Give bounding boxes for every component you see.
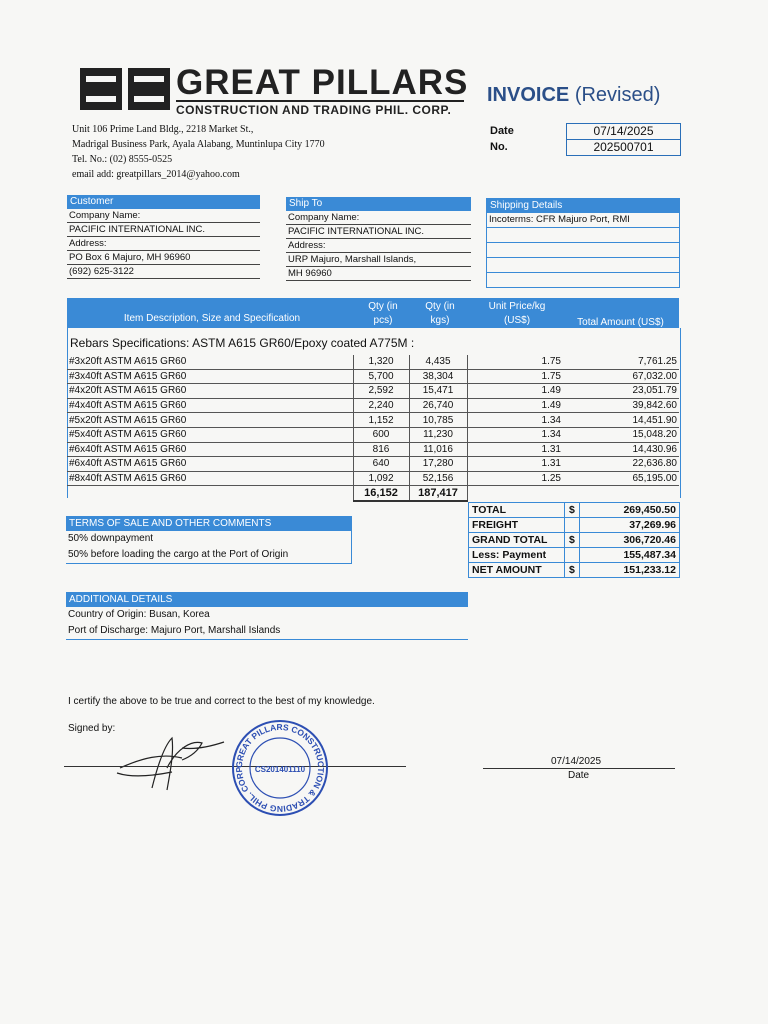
customer-block [67, 195, 260, 279]
item-qty-pcs: 1,092 [353, 471, 409, 486]
invoice-title: INVOICE (Revised) [487, 84, 661, 106]
totals-row [469, 533, 680, 548]
item-total: 23,051.79 [563, 384, 679, 399]
shipping-line [487, 258, 679, 273]
customer-line: PACIFIC INTERNATIONAL INC. [67, 223, 260, 237]
customer-line: Address: [67, 237, 260, 251]
item-description: #3x40ft ASTM A615 GR60 [67, 369, 353, 384]
ship-to-block [286, 197, 471, 281]
customer-header: Customer [67, 195, 260, 209]
item-qty-pcs: 2,592 [353, 384, 409, 399]
table-row [67, 384, 679, 399]
item-total: 14,430.96 [563, 442, 679, 457]
header-qty-kgs: Qty (in kgs) [425, 301, 455, 326]
item-unit-price: 1.34 [467, 413, 563, 428]
item-total: 15,048.20 [563, 427, 679, 442]
totals-label: Less: Payment [469, 548, 565, 563]
certify-statement: I certify the above to be true and correct to the best of my knowledge. [68, 696, 375, 707]
item-qty-kgs: 15,471 [409, 384, 467, 399]
table-row [67, 355, 679, 369]
totals-row [469, 548, 680, 563]
totals-row [469, 518, 680, 533]
item-total: 67,032.00 [563, 369, 679, 384]
item-qty-pcs: 2,240 [353, 398, 409, 413]
ship-to-line: MH 96960 [286, 267, 471, 281]
item-qty-kgs: 38,304 [409, 369, 467, 384]
additional-body [66, 607, 468, 640]
sum-qty-kgs: 187,417 [409, 486, 467, 501]
customer-line: PO Box 6 Majuro, MH 96960 [67, 251, 260, 265]
item-total: 39,842.60 [563, 398, 679, 413]
totals-row [469, 563, 680, 578]
totals-label: GRAND TOTAL [469, 533, 565, 548]
items-header [67, 298, 679, 328]
totals-amount: 269,450.50 [580, 503, 680, 518]
ship-to-line: URP Majuro, Marshall Islands, [286, 253, 471, 267]
totals-amount: 151,233.12 [580, 563, 680, 578]
item-unit-price: 1.75 [467, 355, 563, 369]
table-row [67, 398, 679, 413]
terms-header: TERMS OF SALE AND OTHER COMMENTS [66, 516, 352, 531]
sum-empty [563, 486, 679, 501]
item-description: #6x40ft ASTM A615 GR60 [67, 457, 353, 472]
totals-amount: 155,487.34 [580, 548, 680, 563]
item-unit-price: 1.75 [467, 369, 563, 384]
sign-date: 07/14/2025 [551, 756, 602, 767]
header-qty-pcs: Qty (in pcs) [368, 301, 398, 326]
table-row [67, 442, 679, 457]
totals-currency: $ [564, 503, 580, 518]
totals-label: FREIGHT [469, 518, 565, 533]
date-label: Date [490, 125, 514, 137]
item-qty-pcs: 5,700 [353, 369, 409, 384]
totals-currency: $ [564, 563, 580, 578]
customer-line: Company Name: [67, 209, 260, 223]
totals-amount: 37,269.96 [580, 518, 680, 533]
date-line [483, 768, 675, 769]
totals-currency: $ [564, 533, 580, 548]
invoice-date: 07/14/2025 [566, 123, 681, 140]
item-total: 7,761.25 [563, 355, 679, 369]
item-description: #4x20ft ASTM A615 GR60 [67, 384, 353, 399]
company-subtitle: CONSTRUCTION AND TRADING PHIL. CORP. [176, 100, 464, 117]
item-unit-price: 1.31 [467, 457, 563, 472]
item-description: #5x40ft ASTM A615 GR60 [67, 427, 353, 442]
item-description: #5x20ft ASTM A615 GR60 [67, 413, 353, 428]
terms-body [66, 531, 352, 564]
totals-currency [564, 518, 580, 533]
sign-date-caption: Date [568, 770, 590, 781]
item-description: #4x40ft ASTM A615 GR60 [67, 398, 353, 413]
terms-line: 50% before loading the cargo at the Port of Origin [68, 549, 289, 560]
totals-amount: 306,720.46 [580, 533, 680, 548]
additional-line: Port of Discharge: Majuro Port, Marshall Islands [68, 625, 281, 636]
svg-text:CS201401110: CS201401110 [254, 765, 306, 774]
additional-header: ADDITIONAL DETAILS [66, 592, 468, 607]
totals-table [468, 502, 680, 578]
item-qty-pcs: 1,152 [353, 413, 409, 428]
ship-to-line: Company Name: [286, 211, 471, 225]
item-unit-price: 1.49 [467, 398, 563, 413]
item-description: #3x20ft ASTM A615 GR60 [67, 355, 353, 369]
item-qty-pcs: 640 [353, 457, 409, 472]
totals-label: NET AMOUNT [469, 563, 565, 578]
invoice-no-label: No. [490, 141, 508, 153]
shipping-header: Shipping Details [487, 199, 679, 213]
table-row [67, 471, 679, 486]
svg-text:GREAT PILLARS CONSTRUCTION & T: GREAT PILLARS CONSTRUCTION & TRADING PHIL. CORP [233, 721, 327, 815]
item-qty-kgs: 11,230 [409, 427, 467, 442]
item-qty-kgs: 11,016 [409, 442, 467, 457]
totals-row [469, 503, 680, 518]
table-row-sum [67, 486, 679, 501]
item-unit-price: 1.34 [467, 427, 563, 442]
item-unit-price: 1.31 [467, 442, 563, 457]
item-qty-kgs: 17,280 [409, 457, 467, 472]
company-logo-icon [80, 68, 170, 110]
item-qty-kgs: 4,435 [409, 355, 467, 369]
signature-icon [112, 728, 232, 798]
header-unit-price: Unit Price/kg (US$) [488, 301, 546, 326]
company-address: Unit 106 Prime Land Bldg., 2218 Market St., Madrigal Business Park, Ayala Alabang, Muntinlupa City 1770 Tel. No.: (02) 8555-0525 email add: greatpillars_2014@yahoo.com [72, 124, 325, 180]
header-total: Total Amount (US$) [577, 317, 664, 328]
shipping-details-block [486, 198, 680, 288]
item-qty-kgs: 10,785 [409, 413, 467, 428]
table-row [67, 427, 679, 442]
customer-line: (692) 625-3122 [67, 265, 260, 279]
invoice-number: 202500701 [566, 139, 681, 156]
shipping-line [487, 243, 679, 258]
company-seal-icon [230, 718, 330, 818]
shipping-line: Incoterms: CFR Majuro Port, RMI [487, 213, 679, 228]
item-qty-pcs: 816 [353, 442, 409, 457]
rebar-specifications: Rebars Specifications: ASTM A615 GR60/Epoxy coated A775M : [70, 336, 415, 350]
item-total: 65,195.00 [563, 471, 679, 486]
sum-empty [67, 486, 353, 501]
ship-to-line: PACIFIC INTERNATIONAL INC. [286, 225, 471, 239]
item-total: 22,636.80 [563, 457, 679, 472]
item-qty-pcs: 1,320 [353, 355, 409, 369]
ship-to-header: Ship To [286, 197, 471, 211]
terms-line: 50% downpayment [68, 533, 154, 544]
additional-details-block [66, 592, 468, 640]
item-description: #6x40ft ASTM A615 GR60 [67, 442, 353, 457]
shipping-line [487, 273, 679, 287]
totals-label: TOTAL [469, 503, 565, 518]
item-qty-kgs: 52,156 [409, 471, 467, 486]
table-row [67, 413, 679, 428]
additional-line: Country of Origin: Busan, Korea [68, 609, 210, 620]
items-table [67, 355, 679, 502]
table-row [67, 457, 679, 472]
table-row [67, 369, 679, 384]
sum-qty-pcs: 16,152 [353, 486, 409, 501]
item-qty-kgs: 26,740 [409, 398, 467, 413]
ship-to-line: Address: [286, 239, 471, 253]
item-description: #8x40ft ASTM A615 GR60 [67, 471, 353, 486]
item-qty-pcs: 600 [353, 427, 409, 442]
company-name: GREAT PILLARS [176, 63, 469, 102]
item-unit-price: 1.49 [467, 384, 563, 399]
terms-block [66, 516, 352, 564]
header-description: Item Description, Size and Specification [123, 313, 301, 324]
totals-currency [564, 548, 580, 563]
item-total: 14,451.90 [563, 413, 679, 428]
sum-empty [467, 486, 563, 501]
item-unit-price: 1.25 [467, 471, 563, 486]
signed-by-label: Signed by: [68, 723, 116, 734]
shipping-line [487, 228, 679, 243]
